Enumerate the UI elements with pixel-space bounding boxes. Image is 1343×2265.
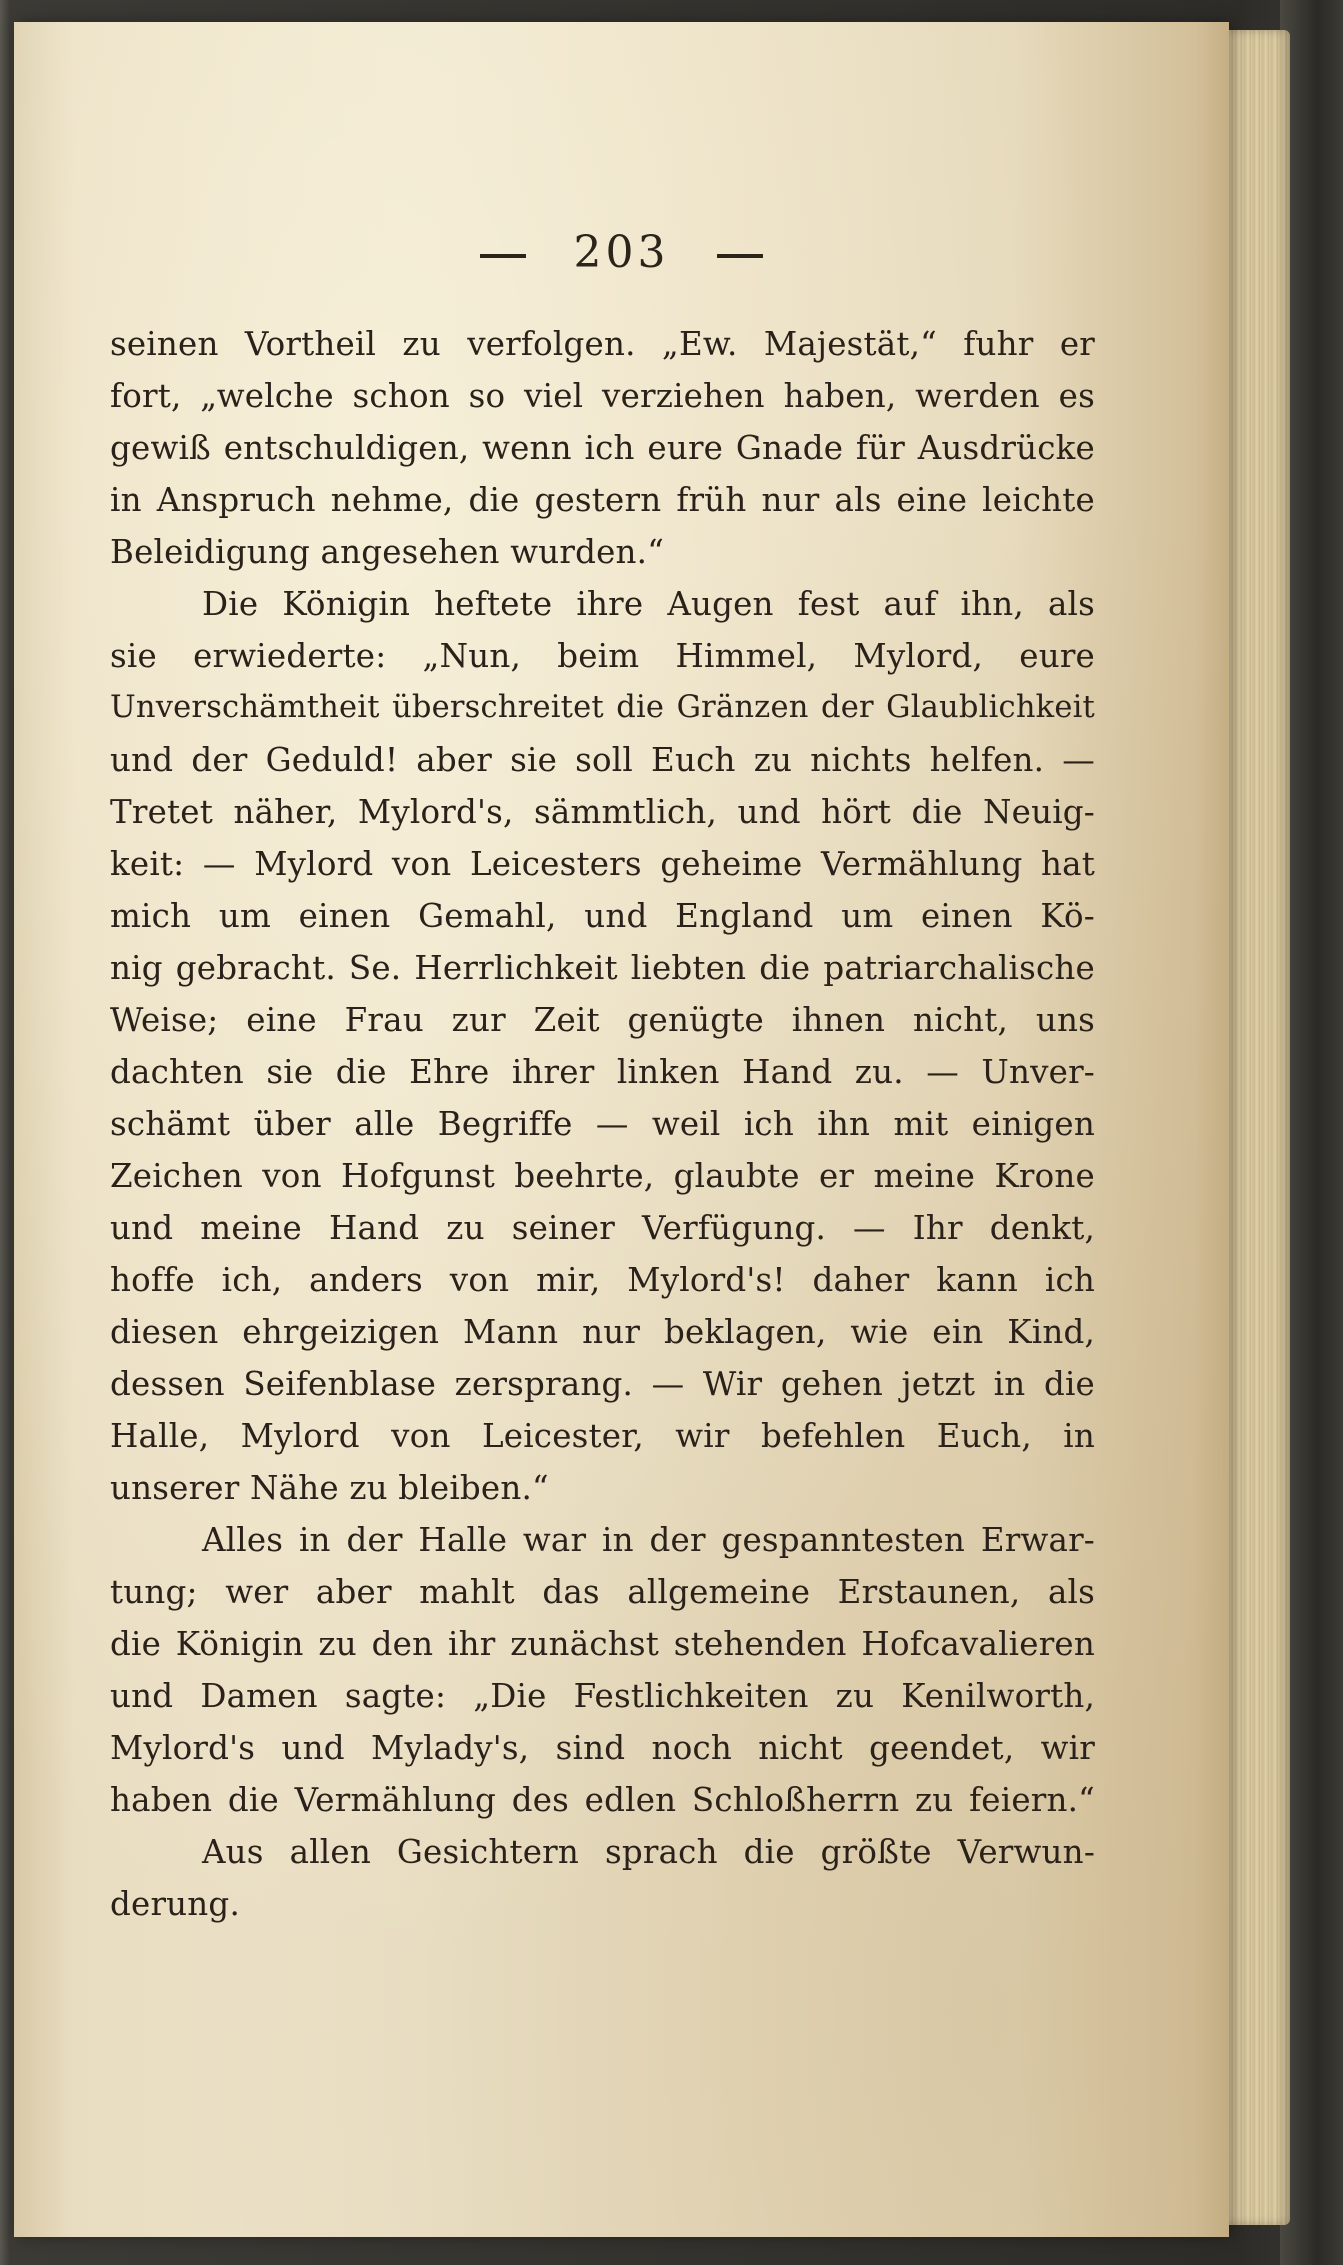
text-line: und meine Hand zu seiner Verfügung. — Ihr denkt, xyxy=(110,1209,1095,1247)
text-line: gewiß entschuldigen, wenn ich eure Gnade für Ausdrücke xyxy=(110,429,1095,467)
header-dash-right xyxy=(717,254,763,258)
body-text xyxy=(110,318,1095,1930)
text-line: die Königin zu den ihr zunächst stehenden Hofcavalieren xyxy=(110,1625,1095,1663)
text-line: fort, „welche schon so viel verziehen haben, werden es xyxy=(110,377,1095,415)
text-line: und Damen sagte: „Die Festlichkeiten zu Kenilworth, xyxy=(110,1677,1095,1715)
text-line: Unverschämtheit überschreitet die Gränzen der Glaublichkeit xyxy=(110,690,1095,725)
text-line: dessen Seifenblase zersprang. — Wir gehen jetzt in die xyxy=(110,1365,1095,1403)
text-line: Zeichen von Hofgunst beehrte, glaubte er meine Krone xyxy=(110,1157,1095,1195)
text-line: Mylord's und Mylady's, sind noch nicht geendet, wir xyxy=(110,1729,1095,1767)
header-dash-left xyxy=(480,254,526,258)
text-line: seinen Vortheil zu verfolgen. „Ew. Majestät,“ fuhr er xyxy=(110,325,1095,363)
text-line: keit: — Mylord von Leicesters geheime Vermählung hat xyxy=(110,845,1095,883)
text-line: Tretet näher, Mylord's, sämmtlich, und hört die Neuig- xyxy=(110,793,1095,831)
text-line: Halle, Mylord von Leicester, wir befehlen Euch, in xyxy=(110,1417,1095,1455)
text-line: schämt über alle Begriffe — weil ich ihn mit einigen xyxy=(110,1105,1095,1143)
text-line: nig gebracht. Se. Herrlichkeit liebten die patriarchalische xyxy=(110,949,1095,987)
text-line: Beleidigung angesehen wurden.“ xyxy=(110,533,665,571)
text-line: Aus allen Gesichtern sprach die größte Verwun- xyxy=(202,1833,1095,1871)
text-line: sie erwiederte: „Nun, beim Himmel, Mylord, eure xyxy=(110,637,1095,675)
text-line: derung. xyxy=(110,1885,240,1923)
text-line: tung; wer aber mahlt das allgemeine Erstaunen, als xyxy=(110,1573,1095,1611)
text-line: dachten sie die Ehre ihrer linken Hand zu. — Unver- xyxy=(110,1053,1095,1091)
page-header xyxy=(14,227,1229,278)
text-line: diesen ehrgeizigen Mann nur beklagen, wie ein Kind, xyxy=(110,1313,1095,1351)
book-page xyxy=(14,22,1229,2237)
text-line: Weise; eine Frau zur Zeit genügte ihnen nicht, uns xyxy=(110,1001,1095,1039)
text-line: unserer Nähe zu bleiben.“ xyxy=(110,1469,549,1507)
text-line: hoffe ich, anders von mir, Mylord's! daher kann ich xyxy=(110,1261,1095,1299)
text-line: mich um einen Gemahl, und England um einen Kö- xyxy=(110,897,1095,935)
text-line: haben die Vermählung des edlen Schloßherrn zu feiern.“ xyxy=(110,1781,1095,1819)
page-number: 203 xyxy=(573,227,670,278)
text-line: in Anspruch nehme, die gestern früh nur als eine leichte xyxy=(110,481,1095,519)
text-line: Alles in der Halle war in der gespanntesten Erwar- xyxy=(202,1521,1095,1559)
text-line: Die Königin heftete ihre Augen fest auf ihn, als xyxy=(202,585,1095,623)
text-line: und der Geduld! aber sie soll Euch zu nichts helfen. — xyxy=(110,741,1095,779)
